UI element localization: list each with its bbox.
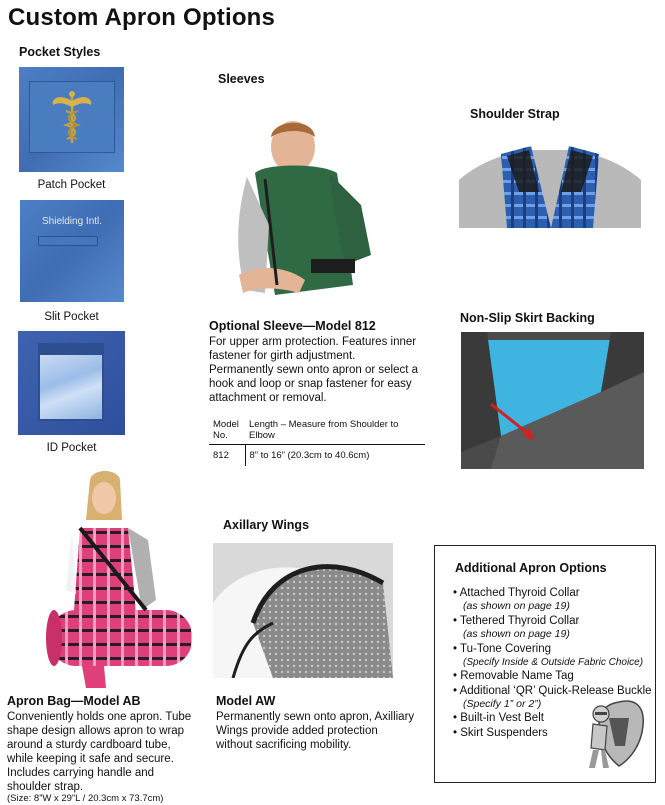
sleeve-product-title: Optional Sleeve—Model 812 <box>209 319 376 333</box>
shoulder-strap-photo <box>459 140 641 228</box>
list-item: • Tethered Thyroid Collar <box>453 614 580 627</box>
list-item-note: (Specify 1” or 2”) <box>463 697 542 710</box>
sleeve-model-photo <box>225 115 375 315</box>
sleeve-spec-table <box>209 419 425 466</box>
slit-pocket-opening <box>38 236 98 246</box>
list-item: • Skirt Suspenders <box>453 726 548 739</box>
skirt-backing-heading: Non-Slip Skirt Backing <box>460 311 595 325</box>
list-item: • Removable Name Tag <box>453 670 574 683</box>
table-cell-length: 8” to 16” (20.3cm to 40.6cm) <box>245 445 425 467</box>
sleeve-description: For upper arm protection. Features inner fastener for girth adjustment. Permanently sewn onto apron or select a hook and loop or snap fastener for easy attachment or removal. <box>209 336 419 404</box>
page-title: Custom Apron Options <box>8 4 276 31</box>
sleeves-heading: Sleeves <box>218 72 265 86</box>
apron-bag-description: Conveniently holds one apron. Tube shape design allows apron to wrap around a sturdy cardboard tube, while keeping it safe and secure. Includes carrying handle and shoulder strap. <box>7 711 192 793</box>
list-item-note: (as shown on page 19) <box>463 600 570 613</box>
caduceus-icon <box>49 89 95 145</box>
id-pocket-band <box>38 343 104 353</box>
patch-pocket-caption: Patch Pocket <box>37 179 106 191</box>
list-item-note: (Specify Inside & Outside Fabric Choice) <box>463 656 644 668</box>
id-pocket-window <box>38 353 104 421</box>
list-item: • Additional ‘QR’ Quick-Release Buckle <box>453 684 652 697</box>
table-header-model: Model No. <box>213 419 239 441</box>
additional-options-box <box>434 545 656 783</box>
shoulder-strap-heading: Shoulder Strap <box>470 107 560 121</box>
table-cell-model: 812 <box>213 450 229 461</box>
table-row <box>209 445 425 467</box>
list-item: • Tu-Tone Covering <box>453 642 551 655</box>
knight-mascot-icon <box>585 696 647 770</box>
axillary-wings-heading: Axillary Wings <box>223 518 310 532</box>
slit-pocket-photo <box>20 200 124 302</box>
apron-bag-photo <box>46 470 192 688</box>
pocket-styles-heading: Pocket Styles <box>19 45 101 59</box>
apron-bag-size: (Size: 8”W x 29”L / 20.3cm x 73.7cm) <box>7 793 164 804</box>
axillary-wings-description: Permanently sewn onto apron, Axilliary Wings provide added protection without sacrificing mobility. <box>216 711 415 751</box>
axillary-wings-title: Model AW <box>216 694 276 708</box>
list-item: • Built-in Vest Belt <box>453 712 544 725</box>
slit-pocket-fabric-text: Shielding Intl. <box>42 216 103 227</box>
skirt-backing-photo <box>461 332 644 469</box>
apron-bag-title: Apron Bag—Model AB <box>7 694 141 708</box>
list-item-note: (as shown on page 19) <box>463 628 570 641</box>
list-item: • Attached Thyroid Collar <box>453 587 580 599</box>
id-pocket-caption: ID Pocket <box>46 442 97 454</box>
slit-pocket-caption: Slit Pocket <box>44 311 99 323</box>
id-pocket-photo <box>18 331 125 435</box>
axillary-wings-photo <box>213 543 393 678</box>
additional-options-title: Additional Apron Options <box>455 561 607 575</box>
table-header-length: Length – Measure from Shoulder to Elbow <box>249 419 399 441</box>
patch-pocket-photo <box>19 67 124 172</box>
